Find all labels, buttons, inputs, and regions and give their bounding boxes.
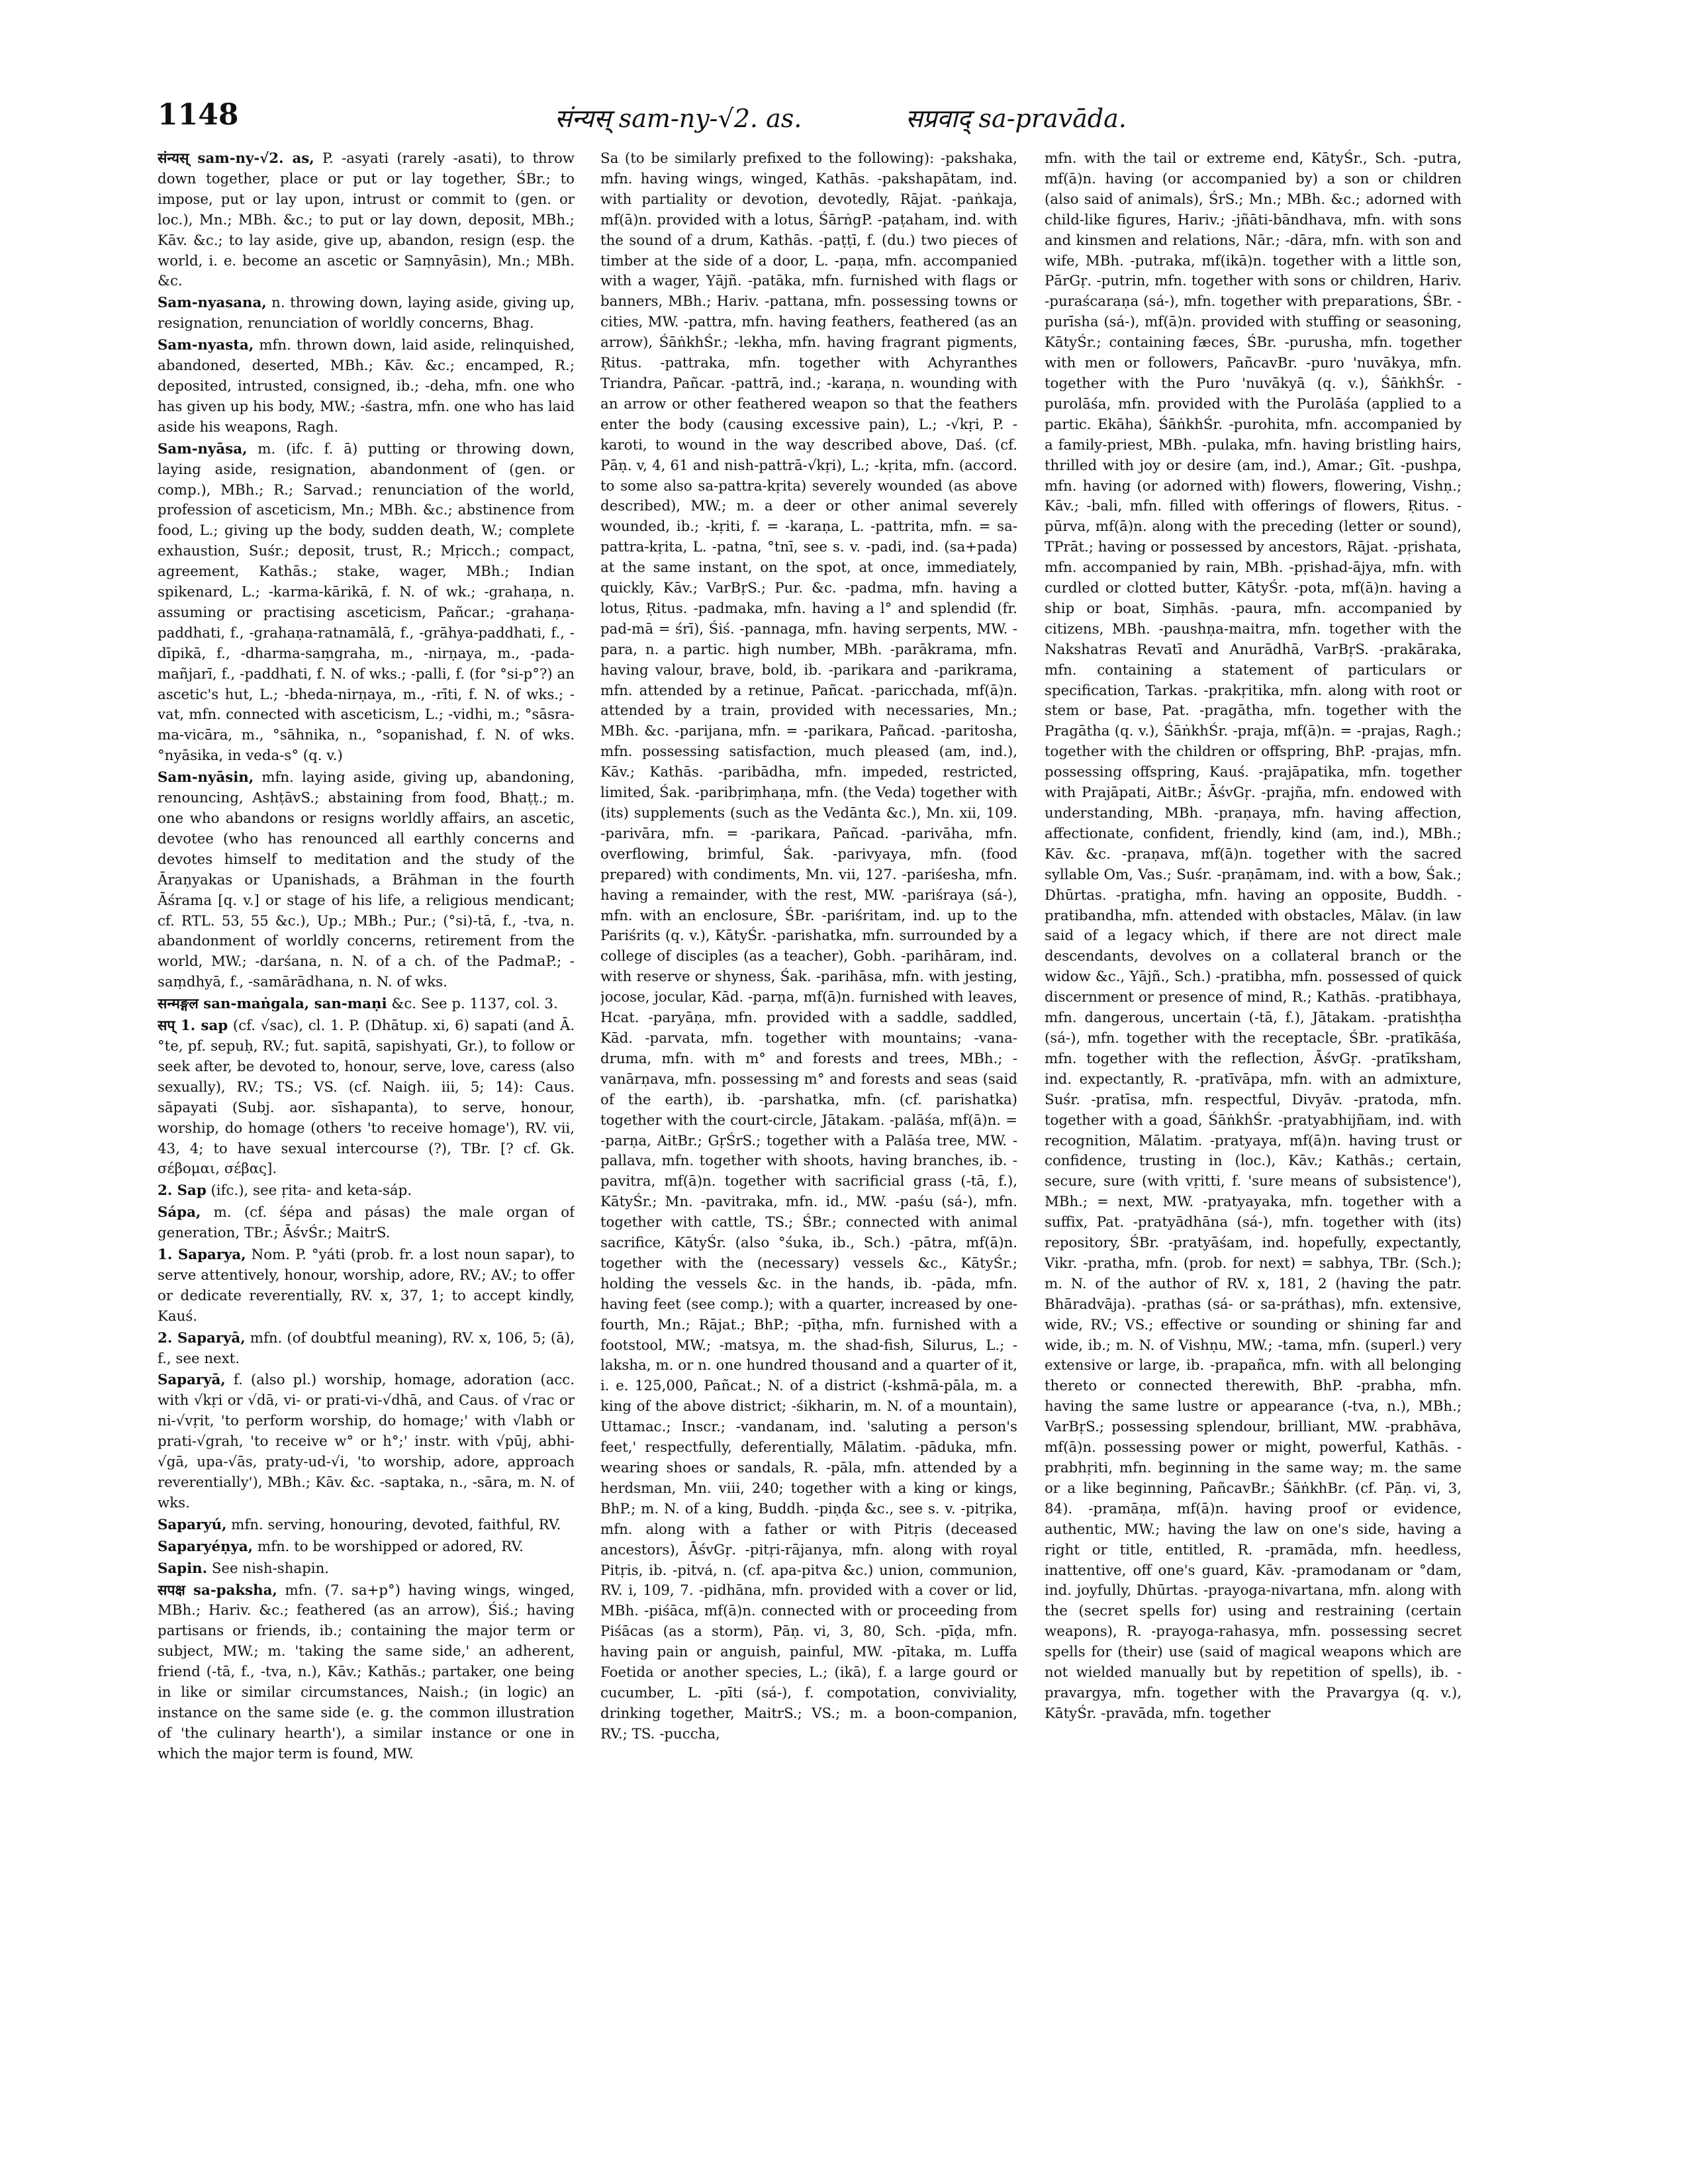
dictionary-entry [158,1203,575,1244]
entry-headword: 2. Sap [158,1182,207,1200]
entry-text: m. (cf. śépa and pásas) the male organ of generation, TBr.; ĀśvŚr.; MaitrS. [158,1204,575,1242]
dictionary-entry [158,1370,575,1513]
dictionary-entry [158,768,575,993]
dictionary-entry [158,1016,575,1180]
entry-headword: Sam-nyasana, [158,295,267,312]
entry-text: mfn. serving, honouring, devoted, faithful, RV. [231,1516,561,1533]
entry-text: n. throwing down, laying aside, giving up, resignation, renunciation of worldly concerns, Bhag. [158,295,575,332]
dictionary-entry [1045,149,1462,1725]
right-running-head: सप्रवाद् sa-pravāda. [906,104,1127,133]
dictionary-entry [600,149,1017,1745]
dictionary-entry [158,149,575,292]
column-3 [1045,149,1462,2122]
entry-headword: 1. Saparya, [158,1247,246,1264]
dictionary-entry [158,293,575,334]
entry-headword: Sápa, [158,1204,201,1221]
column-1 [158,149,575,2122]
entry-text: See nish-shapin. [211,1560,330,1577]
entry-headword: Sapin. [158,1560,208,1577]
entry-headword: सन्मङ्गल san-maṅgala, san-maṇi [158,996,387,1013]
entry-text: m. (ifc. f. ā) putting or throwing down, laying aside, resignation, abandonment of (gen. or comp.), MBh.; R.; Sarvad.; renunciation of the world, profession of asceticism, Mn.; MBh. &c.; abstinence from food, L.; giving up the body, sudden death, W.; complete exhaustion, Suśr.; deposit, trust, R.; Mṛicch.; compact, agreement, Kathās.; stake, wager, MBh.; Indian spikenard, L.; -karma-kārikā, f. N. of wk.; -grahaṇa, n. assuming or practising asceticism, Pañcar.; -grahaṇa-paddhati, f., -grahaṇa-ratnamālā, f., -grāhya-paddhati, f., -dīpikā, f., -dharma-saṃgraha, m., -nirṇaya, m., -pada-mañjarī, f., -paddhati, f. N. of wks.; -palli, f. (for °si-p°?) an ascetic's hut, L.; -bheda-nirṇaya, m., -rīti, f. N. of wks.; -vat, mfn. connected with asceticism, L.; -vidhi, m.; °sāsra-ma-vicāra, m., °sāhnika, n., °sopanishad, f. N. of wks. °nyāsika, in veda-s° (q. v.) [158,440,575,765]
entry-text: (cf. √sac), cl. 1. P. (Dhātup. xi, 6) sapati (and Ā. °te, pf. sepuḥ, RV.; fut. sapitā, sapishyati, Gr.), to follow or seek after, be devoted to, honour, serve, love, caress (also sexually), RV.; TS.; VS. (cf. Naigh. iii, 5; 14): Caus. sāpayati (Subj. aor. sīshapanta), to serve, honour, worship, do homage (others 'to receive homage'), RV. vii, 43, 4; to have sexual intercourse (?), TBr. [? cf. Gk. σέβομαι, σέβας]. [158,1018,575,1178]
entry-text: &c. See p. 1137, col. 3. [391,996,558,1013]
entry-headword: Sam-nyāsin, [158,769,254,786]
page-number: 1148 [158,98,239,132]
entry-headword: Saparyā, [158,1372,226,1389]
dictionary-entry [158,1181,575,1202]
entry-text: mfn. thrown down, laid aside, relinquished, abandoned, deserted, MBh.; Kāv. &c.; encamped, R.; deposited, intrusted, consigned, ib.; -deha, mfn. one who has given up his body, MW.; -śastra, mfn. one who has laid aside his weapons, Ragh. [158,337,575,436]
dictionary-entry [158,336,575,438]
entry-headword: सपक्ष sa-paksha, [158,1582,277,1599]
entry-text: Sa (to be similarly prefixed to the following): -pakshaka, mfn. having wings, winged, Kathās. -pakshapātam, ind. with partiality or devotion, devotedly, Rājat. -paṅkaja, mf(ā)n. provided with a lotus, ŚārṅgP. -paṭaham, ind. with the sound of a drum, Kathās. -paṭṭī, f. (du.) two pieces of timber at the side of a door, L. -paṇa, mfn. accompanied with a wager, Yājñ. -patāka, mfn. furnished with flags or banners, MBh.; Hariv. -pattana, mfn. possessing towns or cities, MW. -pattra, mfn. having feathers, feathered (as an arrow), ŚāṅkhŚr.; -lekha, mfn. having fragrant pigments, Ṛitus. -pattraka, mfn. together with Achyranthes Triandra, Pañcar. -pattrā, ind.; -karaṇa, n. wounding with an arrow or other feathered weapon so that the feathers enter the body (causing excessive pain), L.; -√kṛi, P. -karoti, to wound in the way described above, Daś. (cf. Pāṇ. v, 4, 61 and nish-pattrā-√kṛi), L.; -kṛita, mfn. (accord. to some also sa-pattra-kṛita) severely wounded (as above described), MW.; m. a deer or other animal severely wounded, ib.; -kṛiti, f. = -karaṇa, L. -pattrita, mfn. = sa-pattra-kṛita, L. -patna, °tnī, see s. v. -padi, ind. (sa+pada) at the same instant, on the spot, at once, immediately, quickly, Kāv.; VarBṛS.; Pur. &c. -padma, mfn. having a lotus, Ṛitus. -padmaka, mfn. having a l° and splendid (fr. pad-mā = śrī), Śiś. -pannaga, mfn. having serpents, MW. -para, n. a partic. high number, MBh. -parākrama, mfn. having valour, brave, bold, ib. -parikara and -parikrama, mfn. attended by a retinue, Pañcat. -paricchada, mf(ā)n. attended by a train, provided with necessaries, Mn.; MBh. &c. -parijana, mfn. = -parikara, Pañcad. -paritosha, mfn. possessing satisfaction, much pleased (am, ind.), Kāv.; Kathās. -paribādha, mfn. impeded, restricted, limited, Śak. -paribṛiṃhaṇa, mfn. (the Veda) together with (its) supplements (such as the Vedānta &c.), Mn. xii, 109. -parivāra, mfn. = -parikara, Pañcad. -parivāha, mfn. overflowing, brimful, Śak. -parivyaya, mfn. (food prepared) with condiments, Mn. vii, 127. -pariśesha, mfn. having a remainder, with the rest, MW. -pariśraya (sá-), mfn. with an enclosure, ŚBr. -pariśritam, ind. up to the Pariśrits (q. v.), KātyŚr. -parishatka, mfn. surrounded by a college of disciples (as a teacher), Gobh. -parihāram, ind. with reserve or shyness, Śak. -parihāsa, mfn. with jesting, jocose, jocular, Kād. -parṇa, mf(ā)n. furnished with leaves, Hcat. -paryāṇa, mfn. provided with a saddle, saddled, Kād. -parvata, mfn. together with mountains; -vana-druma, mfn. with m° and forests and trees, MBh.; -vanārṇava, mfn. possessing m° and forests and seas (said of the earth), ib. -parshatka, mfn. (cf. parishatka) together with the court-circle, Jātakam. -palāśa, mf(ā)n. = -parṇa, AitBr.; GṛŚrS.; together with a Palāśa tree, MW. -pallava, mfn. together with shoots, having branches, ib. -pavitra, mf(ā)n. together with sacrificial grass (-tā, f.), KātyŚr.; Mn. -pavitraka, mfn. id., MW. -paśu (sá-), mfn. together with cattle, TS.; ŚBr.; connected with animal sacrifice, KātyŚr. (also °śuka, ib., Sch.) -pātra, mf(ā)n. together with the (necessary) vessels &c., KātyŚr.; holding the vessels &c. in the hands, ib. -pāda, mfn. having feet (see comp.); with a quarter, increased by one-fourth, Mn.; Rājat.; BhP.; -pīṭha, mfn. furnished with a footstool, MW.; -matsya, m. the shad-fish, Silurus, L.; -laksha, m. or n. one hundred thousand and a quarter of it, i. e. 125,000, Pañcat.; N. of a district (-kshmā-pāla, m. a king of the above district; -śikharin, m. N. of a mountain), Uttamac.; Inscr.; -vandanam, ind. 'saluting a person's feet,' respectfully, deferentially, Mālatim. -pāduka, mfn. wearing shoes or sandals, R. -pāla, mfn. attended by a herdsman, Mn. viii, 240; together with a king or kings, BhP.; m. N. of a king, Buddh. -piṇḍa &c., see s. v. -pitṛika, mfn. along with a father or with Pitṛis (deceased ancestors), ĀśvGṛ. -pitṛi-rājanya, mfn. along with royal Pitṛis, ib. -pitvá, n. (cf. apa-pitva &c.) union, communion, RV. i, 109, 7. -pidhāna, mfn. provided with a cover or lid, MBh. -piśāca, mf(ā)n. connected with or proceeding from Piśācas (as a storm), Pāṇ. vi, 3, 80, Sch. -pīḍa, mfn. having pain or anguish, painful, MW. -pītaka, m. Luffa Foetida or another species, L.; (ikā), f. a large gourd or cucumber, L. -pīti (sá-), f. compotation, conviviality, drinking together, MaitrS.; VS.; m. a boon-companion, RV.; TS. -puccha, [600,150,1017,1742]
entry-text: f. (also pl.) worship, homage, adoration (acc. with √kṛi or √dā, vi- or prati-vi-√dhā, and Caus. of √rac or ni-√vṛit, 'to perform worship, do homage;' with √labh or prati-√grah, 'to receive w° or h°;' instr. with √pūj, abhi-√gā, upa-√ās, praty-ud-√i, 'to worship, adore, approach reverentially'), MBh.; Kāv. &c. -saptaka, n., -sāra, m. N. of wks. [158,1372,575,1511]
entry-text: mfn. to be worshipped or adored, RV. [257,1538,524,1555]
entry-text: (ifc.), see ṛita- and keta-sáp. [211,1182,412,1200]
dictionary-entry [158,1559,575,1580]
dictionary-entry [158,1515,575,1536]
left-running-head: संन्यस् sam-ny-√2. as. [555,104,802,133]
dictionary-entry [158,1245,575,1327]
entry-headword: Saparyéṇya, [158,1538,254,1555]
dictionary-entry [158,1581,575,1765]
dictionary-entry [158,440,575,767]
entry-text: P. -asyati (rarely -asati), to throw down together, place or put or lay together, ŚBr.; to impose, put or lay upon, intrust or commit to (gen. or loc.), Mn.; MBh. &c.; to put or lay down, deposit, MBh.; Kāv. &c.; to lay aside, give up, abandon, resign (esp. the world, i. e. become an ascetic or Saṃnyāsin), Mn.; MBh. &c. [158,150,575,290]
entry-headword: Sam-nyāsa, [158,440,248,457]
entry-text: Nom. P. °yáti (prob. fr. a lost noun sapar), to serve attentively, honour, worship, adore, RV.; AV.; to offer or dedicate reverentially, RV. x, 37, 1; to accept kindly, Kauś. [158,1247,575,1325]
column-2 [600,149,1017,2122]
page-header [158,98,1476,144]
entry-headword: 2. Saparyā, [158,1329,246,1347]
entry-text: mfn. with the tail or extreme end, KātyŚr., Sch. -putra, mf(ā)n. having (or accompanied by) a son or children (also said of animals), ŚrS.; Mn.; MBh. &c.; adorned with child-like figures, Hariv.; -jñāti-bāndhava, mfn. with sons and kinsmen and relations, Nār.; -dāra, mfn. with son and wife, MBh. -putraka, mf(ikā)n. together with a little son, PārGṛ. -putrin, mfn. together with sons or children, Hariv. -puraścaraṇa (sá-), mfn. together with preparations, ŚBr. -purīsha (sá-), mf(ā)n. provided with stuffing or seasoning, KātyŚr.; containing fæces, ŚBr. -purusha, mfn. together with men or followers, PañcavBr. -puro 'nuvākya, mfn. together with the Puro 'nuvākyā (q. v.), ŚāṅkhŚr. -purolāśa, mfn. provided with the Purolāśa (applied to a partic. Ekāha), ŚāṅkhŚr. -purohita, mfn. accompanied by a family-priest, MBh. -pulaka, mfn. having bristling hairs, thrilled with joy or desire (am, ind.), Amar.; Gīt. -pushpa, mfn. having (or adorned with) flowers, flowering, Vishṇ.; Kāv.; -bali, mfn. filled with offerings of flowers, Ṛitus. -pūrva, mf(ā)n. along with the preceding (letter or sound), TPrāt.; having or possessed by ancestors, Rājat. -pṛishata, mfn. accompanied by rain, MBh. -pṛishad-ājya, mfn. with curdled or clotted butter, KātyŚr. -pota, mf(ā)n. having a ship or boat, Siṃhās. -paura, mfn. accompanied by citizens, MBh. -paushṇa-maitra, mfn. together with the Nakshatras Revatī and Anurādhā, VarBṛS. -prakāraka, mfn. containing a statement of particulars or specification, Tarkas. -prakṛitika, mfn. along with root or stem or base, Pat. -pragātha, mfn. together with the Pragātha (q. v.), ŚāṅkhŚr. -praja, mf(ā)n. = -prajas, Ragh.; together with the children or offspring, BhP. -prajas, mfn. possessing offspring, Kauś. -prajāpatika, mfn. together with Prajāpati, AitBr.; ĀśvGṛ. -prajña, mfn. endowed with understanding, MBh. -praṇaya, mfn. having affection, affectionate, confident, friendly, kind (am, ind.), MBh.; Kāv. &c. -praṇava, mf(ā)n. together with the sacred syllable Om, Vas.; Suśr. -praṇāmam, ind. with a bow, Śak.; Dhūrtas. -pratigha, mfn. having an opposite, Buddh. -pratibandha, mfn. attended with obstacles, Mālav. (in law said of a legacy which, if there are not direct male descendants, devolves on a collateral branch or the widow &c., Yājñ., Sch.) -pratibha, mfn. possessed of quick discernment or presence of mind, R.; Kathās. -pratibhaya, mfn. dangerous, uncertain (-tā, f.), Jātakam. -pratishṭha (sá-), mfn. together with the receptacle, ŚBr. -pratīkāśa, mfn. together with the reflection, ĀśvGṛ. -pratīksham, ind. expectantly, R. -pratīvāpa, mfn. with an admixture, Suśr. -pratīsa, mfn. respectful, Divyāv. -pratoda, mfn. together with a goad, ŚāṅkhŚr. -pratyabhijñam, ind. with recognition, Mālatim. -pratyaya, mf(ā)n. having trust or confidence, trusting in (loc.), Kāv.; Kathās.; certain, secure, sure (with vṛitti, f. 'sure means of subsistence'), MBh.; = next, MW. -pratyayaka, mfn. together with a suffix, Pat. -pratyādhāna (sá-), mfn. together with (its) repository, ŚBr. -pratyāśam, ind. hopefully, expectantly, Vikr. -pratha, mfn. (prob. for next) = sabhya, TBr. (Sch.); m. N. of the author of RV. x, 181, 2 (having the patr. Bhāradvāja). -prathas (sá- or sa-práthas), mfn. extensive, wide, RV.; VS.; effective or sounding or shining far and wide, ib.; m. N. of Vishṇu, MW.; -tama, mfn. (superl.) very extensive or large, ib. -prapañca, mfn. with all belonging thereto or connected therewith, BhP. -prabha, mfn. having the same lustre or appearance (-tva, n.), MBh.; VarBṛS.; possessing splendour, brilliant, MW. -prabhāva, mf(ā)n. possessing power or might, powerful, Kathās. -prabhṛiti, mfn. beginning in the same way; m. the same or a like beginning, PañcavBr.; ŚāṅkhBr. (cf. Pāṇ. vi, 3, 84). -pramāṇa, mf(ā)n. having proof or evidence, authentic, MW.; having the law on one's side, having a right or title, entitled, R. -pramāda, mfn. heedless, inattentive, off one's guard, Kāv. -pramodanam or °dam, ind. joyfully, Dhūrtas. -prayoga-nivartana, mfn. along with the (secret spells for) using and restraining (certain weapons), R. -prayoga-rahasya, mfn. possessing secret spells for (their) use (said of magical weapons which are not wielded manually but by repetition of spells), ib. -pravargya, mfn. together with the Pravargya (q. v.), KātyŚr. -pravāda, mfn. together [1045,150,1462,1722]
entry-headword: संन्यस् sam-ny-√2. as, [158,150,314,167]
entry-text: mfn. laying aside, giving up, abandoning, renouncing, AshṭāvS.; abstaining from food, Bhaṭṭ.; m. one who abandons or resigns worldly affairs, an ascetic, devotee (who has renounced all earthly concerns and devotes himself to meditation and the study of the Āraṇyakas or Upanishads, a Brāhman in the fourth Āśrama [q. v.] or stage of his life, a religious mendicant; cf. RTL. 53, 55 &c.), Up.; MBh.; Pur.; (°si)-tā, f., -tva, n. abandonment of worldly concerns, retirement from the world, MW.; -darśana, n. N. of a ch. of the PadmaP.; -saṃdhyā, f., -samārādhana, n. N. of wks. [158,769,575,991]
dictionary-entry [158,994,575,1015]
entry-text: mfn. (of doubtful meaning), RV. x, 106, 5; (ā), f., see next. [158,1329,575,1367]
entry-text: mfn. (7. sa+p°) having wings, winged, MBh.; Hariv. &c.; feathered (as an arrow), Śiś.; having partisans or friends, ib.; containing the major term or subject, MW.; m. 'taking the same side,' an adherent, friend (-tā, f., -tva, n.), Kāv.; Kathās.; partaker, one being in like or similar circumstances, Naish.; (in logic) an instance on the same side (e. g. the common illustration of 'the culinary hearth'), a similar instance or one in which the major term is found, MW. [158,1582,575,1762]
entry-headword: Saparyú, [158,1516,227,1533]
entry-headword: सप् 1. sap [158,1018,228,1035]
entry-headword: Sam-nyasta, [158,337,254,354]
dictionary-entry [158,1329,575,1370]
dictionary-entry [158,1537,575,1558]
